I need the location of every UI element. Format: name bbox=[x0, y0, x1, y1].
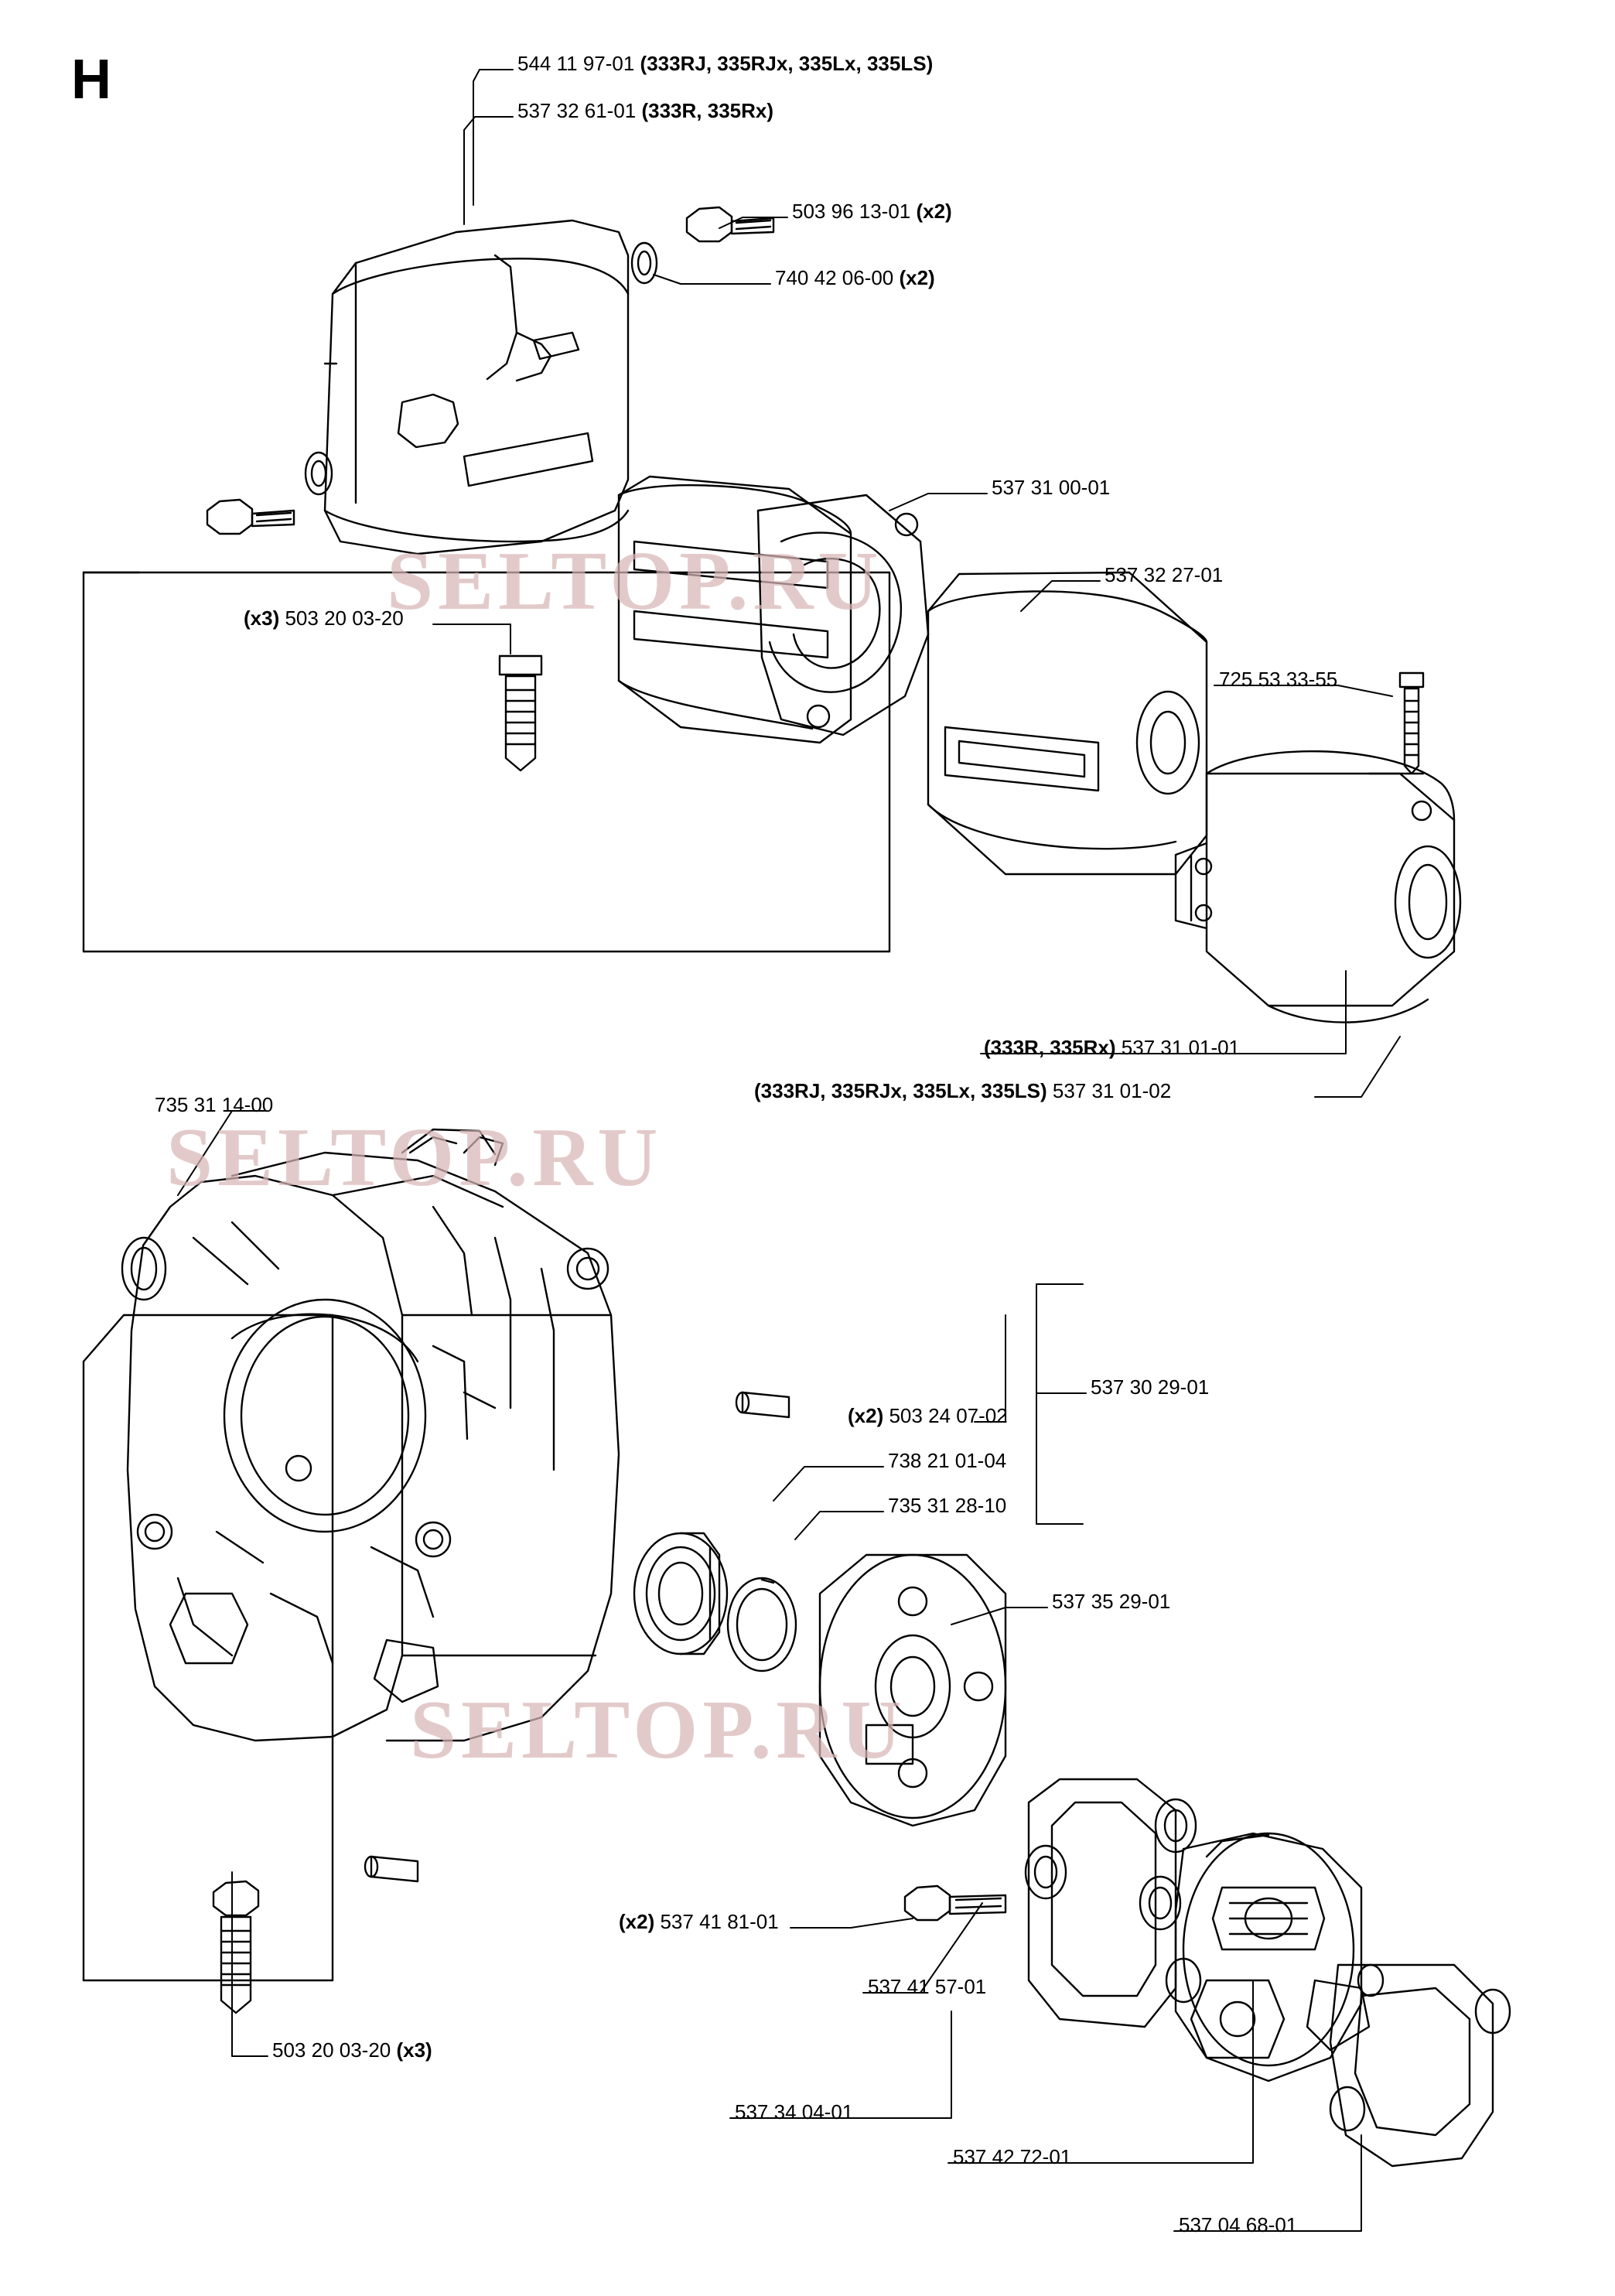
label-537-42-72-01: 537 42 72-01 bbox=[953, 2145, 1072, 2168]
label-537-41-81-01-number: 537 41 81-01 bbox=[654, 1910, 779, 1933]
section-letter: H bbox=[71, 49, 111, 111]
label-537-32-61-01-models: (333R, 335Rx) bbox=[641, 99, 774, 122]
watermark-3: SELTOP.RU bbox=[410, 1684, 907, 1776]
label-503-20-03-20-bottom-qty: (x3) bbox=[396, 2038, 432, 2062]
label-537-32-27-01: 537 32 27-01 bbox=[1105, 563, 1224, 586]
label-537-31-01-02 bbox=[754, 1080, 1171, 1102]
label-537-31-01-02-models: (333RJ, 335RJx, 335Lx, 335LS) bbox=[754, 1079, 1047, 1102]
label-740-42-06-00 bbox=[775, 267, 935, 289]
watermark-1: SELTOP.RU bbox=[387, 535, 883, 627]
label-537-32-61-01-number: 537 32 61-01 bbox=[517, 99, 642, 122]
label-503-24-07-02-qty: (x2) bbox=[848, 1404, 884, 1427]
label-544-11-97-01-number: 544 11 97-01 bbox=[517, 52, 640, 75]
label-503-20-03-20-top-qty: (x3) bbox=[244, 606, 280, 630]
label-537-31-01-01-models: (333R, 335Rx) bbox=[984, 1036, 1116, 1059]
label-537-41-81-01 bbox=[619, 1911, 779, 1933]
label-503-24-07-02-number: 503 24 07-02 bbox=[883, 1404, 1008, 1427]
label-503-20-03-20-bottom-number: 503 20 03-20 bbox=[272, 2038, 397, 2062]
label-537-35-29-01: 537 35 29-01 bbox=[1052, 1590, 1171, 1613]
label-544-11-97-01 bbox=[517, 53, 933, 75]
label-503-96-13-01-number: 503 96 13-01 bbox=[792, 200, 917, 223]
label-537-31-01-01 bbox=[984, 1037, 1240, 1059]
label-740-42-06-00-number: 740 42 06-00 bbox=[775, 266, 900, 289]
watermark-2: SELTOP.RU bbox=[166, 1112, 663, 1204]
label-537-41-81-01-qty: (x2) bbox=[619, 1910, 655, 1933]
label-537-30-29-01: 537 30 29-01 bbox=[1091, 1375, 1210, 1399]
label-537-31-00-01: 537 31 00-01 bbox=[992, 476, 1111, 499]
label-537-31-01-02-number: 537 31 01-02 bbox=[1047, 1079, 1172, 1102]
label-740-42-06-00-qty: (x2) bbox=[899, 266, 935, 289]
label-537-41-57-01: 537 41 57-01 bbox=[868, 1975, 987, 1998]
label-738-21-01-04: 738 21 01-04 bbox=[888, 1449, 1007, 1472]
label-537-04-68-01: 537 04 68-01 bbox=[1179, 2213, 1298, 2236]
label-503-96-13-01-qty: (x2) bbox=[916, 200, 952, 223]
label-503-20-03-20-bottom bbox=[272, 2039, 432, 2062]
label-725-53-33-55: 725 53 33-55 bbox=[1219, 668, 1338, 691]
label-735-31-14-00: 735 31 14-00 bbox=[155, 1093, 274, 1116]
label-503-20-03-20-top-number: 503 20 03-20 bbox=[279, 606, 404, 630]
label-537-32-61-01 bbox=[517, 100, 773, 122]
label-503-24-07-02 bbox=[848, 1405, 1008, 1427]
label-735-31-28-10: 735 31 28-10 bbox=[888, 1494, 1007, 1517]
label-503-20-03-20-top bbox=[244, 607, 404, 630]
label-544-11-97-01-models: (333RJ, 335RJx, 335Lx, 335LS) bbox=[640, 52, 934, 75]
label-537-31-01-01-number: 537 31 01-01 bbox=[1115, 1036, 1241, 1059]
label-503-96-13-01 bbox=[792, 200, 952, 223]
label-537-34-04-01: 537 34 04-01 bbox=[735, 2100, 854, 2123]
